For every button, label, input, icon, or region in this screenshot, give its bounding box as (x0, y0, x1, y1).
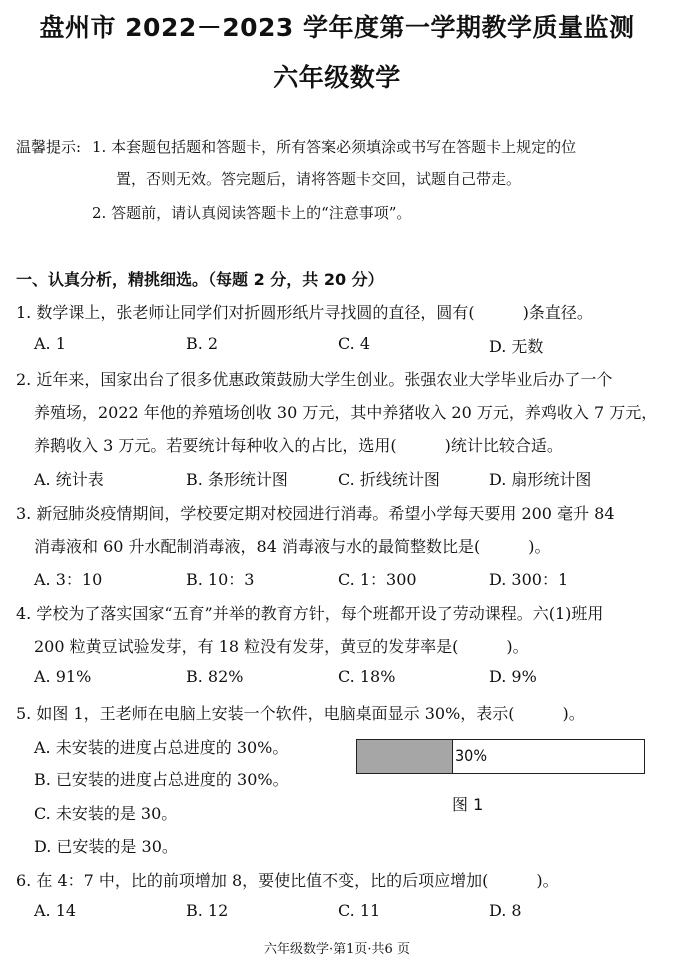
exam-title: 盘州市 2022－2023 学年度第一学期教学质量监测 (39, 13, 635, 42)
question-4-option-c: C. 18% (338, 667, 396, 686)
question-1-text: 1. 数学课上，张老师让同学们对折圆形纸片寻找圆的直径，圆有( )条直径。 (16, 303, 593, 322)
question-2-option-b: B. 条形统计图 (186, 470, 288, 489)
question-1-option-c: C. 4 (338, 334, 371, 353)
notice-item2: 2. 答题前，请认真阅读答题卡上的“注意事项”。 (92, 204, 412, 222)
question-5-option-d: D. 已安装的是 30。 (34, 837, 178, 856)
progress-bar (356, 739, 645, 774)
question-2-line-3: 养鹅收入 3 万元。若要统计每种收入的占比，选用( )统计比较合适。 (34, 436, 563, 455)
question-2-option-d: D. 扇形统计图 (489, 470, 592, 489)
question-2-line-2: 养殖场，2022 年他的养殖场创收 30 万元，其中养猪收入 20 万元，养鸡收入 7 万元， (34, 403, 658, 422)
exam-subtitle: 六年级数学 (273, 63, 401, 92)
question-5-option-a: A. 未安装的进度占总进度的 30%。 (34, 738, 289, 757)
question-6-option-d: D. 8 (489, 901, 522, 920)
question-5-option-c: C. 未安装的是 30。 (34, 804, 178, 823)
question-4-option-a: A. 91% (34, 667, 92, 686)
page-footer: 六年级数学·第1页·共6 页 (264, 942, 410, 957)
question-3-line-1: 3. 新冠肺炎疫情期间，学校要定期对校园进行消毒。希望小学每天要用 200 毫升 84 (16, 504, 615, 523)
question-5-option-b: B. 已安装的进度占总进度的 30%。 (34, 770, 289, 789)
question-1-option-d: D. 无数 (489, 337, 544, 356)
question-2-option-c: C. 折线统计图 (338, 470, 440, 489)
question-3-option-d: D. 300：1 (489, 570, 569, 589)
question-3-line-2: 消毒液和 60 升水配制消毒液，84 消毒液与水的最简整数比是( )。 (34, 537, 551, 556)
notice-label: 温馨提示: (16, 138, 82, 156)
progress-label: 30% (455, 746, 487, 765)
question-6-option-a: A. 14 (34, 901, 77, 920)
question-4-option-b: B. 82% (186, 667, 244, 686)
question-5-text: 5. 如图 1，王老师在电脑上安装一个软件，电脑桌面显示 30%，表示( )。 (16, 704, 585, 723)
figure-caption: 图 1 (452, 795, 484, 814)
question-4-option-d: D. 9% (489, 667, 537, 686)
question-3-option-a: A. 3：10 (34, 570, 103, 589)
question-6-option-c: C. 11 (338, 901, 381, 920)
question-1-option-b: B. 2 (186, 334, 219, 353)
notice-item1-line2: 置，否则无效。答完题后，请将答题卡交回，试题自己带走。 (116, 170, 522, 188)
question-2-line-1: 2. 近年来，国家出台了很多优惠政策鼓励大学生创业。张强农业大学毕业后办了一个 (16, 370, 613, 389)
progress-bar-fill (357, 740, 453, 773)
question-3-option-c: C. 1：300 (338, 570, 417, 589)
notice-item1-line1: 1. 本套题包括题和答题卡，所有答案必须填涂或书写在答题卡上规定的位 (92, 138, 577, 156)
section-heading: 一、认真分析，精挑细选。（每题 2 分，共 20 分） (16, 270, 384, 289)
question-1-option-a: A. 1 (34, 334, 66, 353)
question-6-text: 6. 在 4：7 中，比的前项增加 8，要使比值不变，比的后项应增加( )。 (16, 871, 559, 890)
question-6-option-b: B. 12 (186, 901, 229, 920)
question-2-option-a: A. 统计表 (34, 470, 104, 489)
question-4-line-1: 4. 学校为了落实国家“五育”并举的教育方针，每个班都开设了劳动课程。六(1)班用 (16, 604, 604, 623)
question-4-line-2: 200 粒黄豆试验发芽，有 18 粒没有发芽，黄豆的发芽率是( )。 (34, 637, 529, 656)
question-3-option-b: B. 10：3 (186, 570, 255, 589)
